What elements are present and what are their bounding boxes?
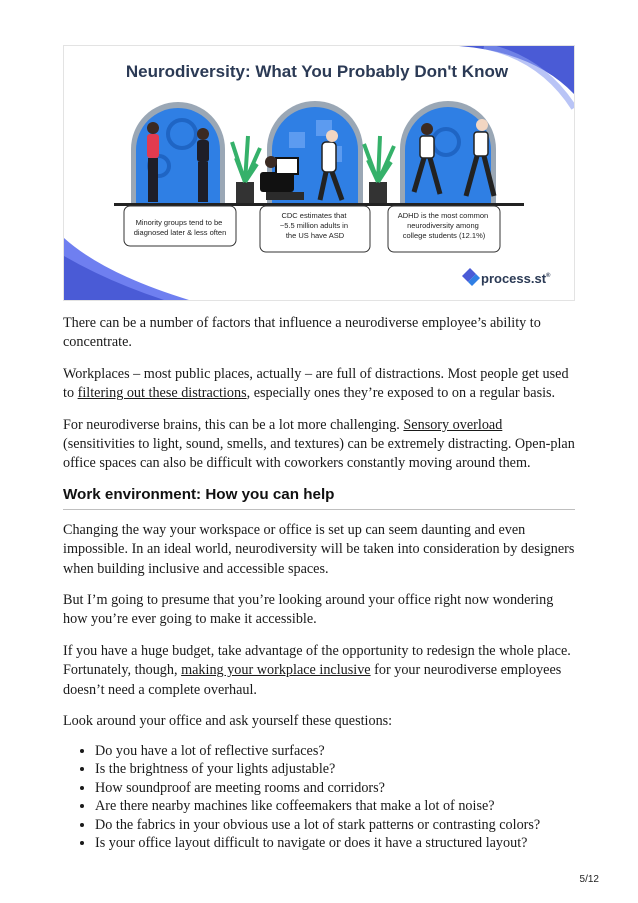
puzzle-icon [289, 132, 305, 148]
paragraph: For neurodiverse brains, this can be a lot more challenging. Sensory overload (sensitivities to light, sound, smells, and textures) can be extremely distracting. Open-plan office spaces can also be difficult with coworkers constantly moving around them. [63, 416, 575, 472]
person-figure [474, 132, 488, 156]
caption-box-2 [260, 206, 370, 252]
list-item: • Is your office layout difficult to navigate or does it have a structured layout? [95, 834, 575, 853]
paragraph: There can be a number of factors that influence a neurodiverse employee’s ability to concentrate. [63, 315, 541, 351]
list-item: • Do the fabrics in your obvious use a lot of stark patterns or contrasting colors? [95, 816, 575, 835]
arch-middle [260, 101, 363, 204]
brand-mark: ® [546, 273, 551, 279]
caption-3-line-3: college students (12.1%) [402, 231, 486, 240]
list-item: • How soundproof are meeting rooms and corridors? [95, 779, 575, 798]
caption-box-3 [388, 206, 500, 252]
caption-3-line-2: neurodiversity among [407, 221, 479, 230]
caption-1-line-2: diagnosed later & less often [133, 228, 227, 237]
questions-list [63, 742, 575, 853]
page-number: 5/12 [579, 874, 599, 885]
article-body [63, 314, 575, 853]
svg-text:Minority groups tend to be [134, 218, 227, 237]
caption-box-1 [124, 206, 236, 246]
brand-name: process.st [481, 271, 547, 286]
paragraph: Look around your office and ask yourself these questions: [63, 713, 393, 730]
svg-text:ADHD is the most common [398, 211, 491, 240]
person-figure [197, 140, 209, 162]
list-item: • Do you have a lot of reflective surfaces? [95, 742, 575, 761]
person-figure [322, 142, 336, 172]
caption-2-line-3: the US have ASD [285, 231, 345, 240]
paragraph: Workplaces – most public places, actually – are full of distractions. Most people get used to filtering out these distractions, especially ones they’re exposed to on a regular basis. [63, 365, 569, 402]
caption-2-line-2: ~5.5 million adults in [279, 221, 349, 230]
infographic-illustration [64, 46, 574, 300]
sensory-overload-link[interactable]: Sensory overload [403, 416, 503, 433]
arch-left [131, 102, 225, 204]
infographic-title: Neurodiversity: What You Probably Don't Know [125, 62, 509, 81]
list-item: • Are there nearby machines like coffeemakers that make a lot of noise? [95, 797, 575, 816]
workplace-inclusive-link[interactable]: making your workplace inclusive [181, 662, 371, 679]
plant-right [364, 136, 394, 204]
infographic-image [63, 45, 575, 301]
filtering-distractions-link[interactable]: filtering out these distractions [77, 385, 247, 402]
paragraph: But I’m going to presume that you’re looking around your office right now wondering how you’re ever going to make it accessible. [63, 592, 554, 628]
paragraph: If you have a huge budget, take advantage of the opportunity to redesign the whole place. Fortunately, though, making your workplace inclusive for your neurodiverse employees doesn’t need a complete overhaul. [63, 642, 571, 698]
svg-text:process.st® [481, 271, 551, 286]
caption-2-line-1: CDC estimates that [281, 211, 347, 220]
section-heading: Work environment: How you can help [63, 486, 575, 510]
svg-text:CDC estimates that ~5. [280, 211, 350, 240]
caption-3-line-1: ADHD is the most common [397, 211, 489, 220]
caption-1-line-1: Minority groups tend to be [135, 218, 223, 227]
process-st-logo [462, 268, 551, 286]
person-figure [265, 156, 277, 168]
person-figure [147, 134, 159, 158]
paragraph: Changing the way your workspace or office is set up can seem daunting and even impossible. In an ideal world, neurodiversity will be taken into consideration by designers when building inclusive and accessible spaces. [63, 521, 575, 577]
arch-right [400, 101, 496, 204]
list-item: • Is the brightness of your lights adjustable? [95, 760, 575, 779]
plant-left [232, 136, 260, 204]
person-figure [420, 136, 434, 158]
